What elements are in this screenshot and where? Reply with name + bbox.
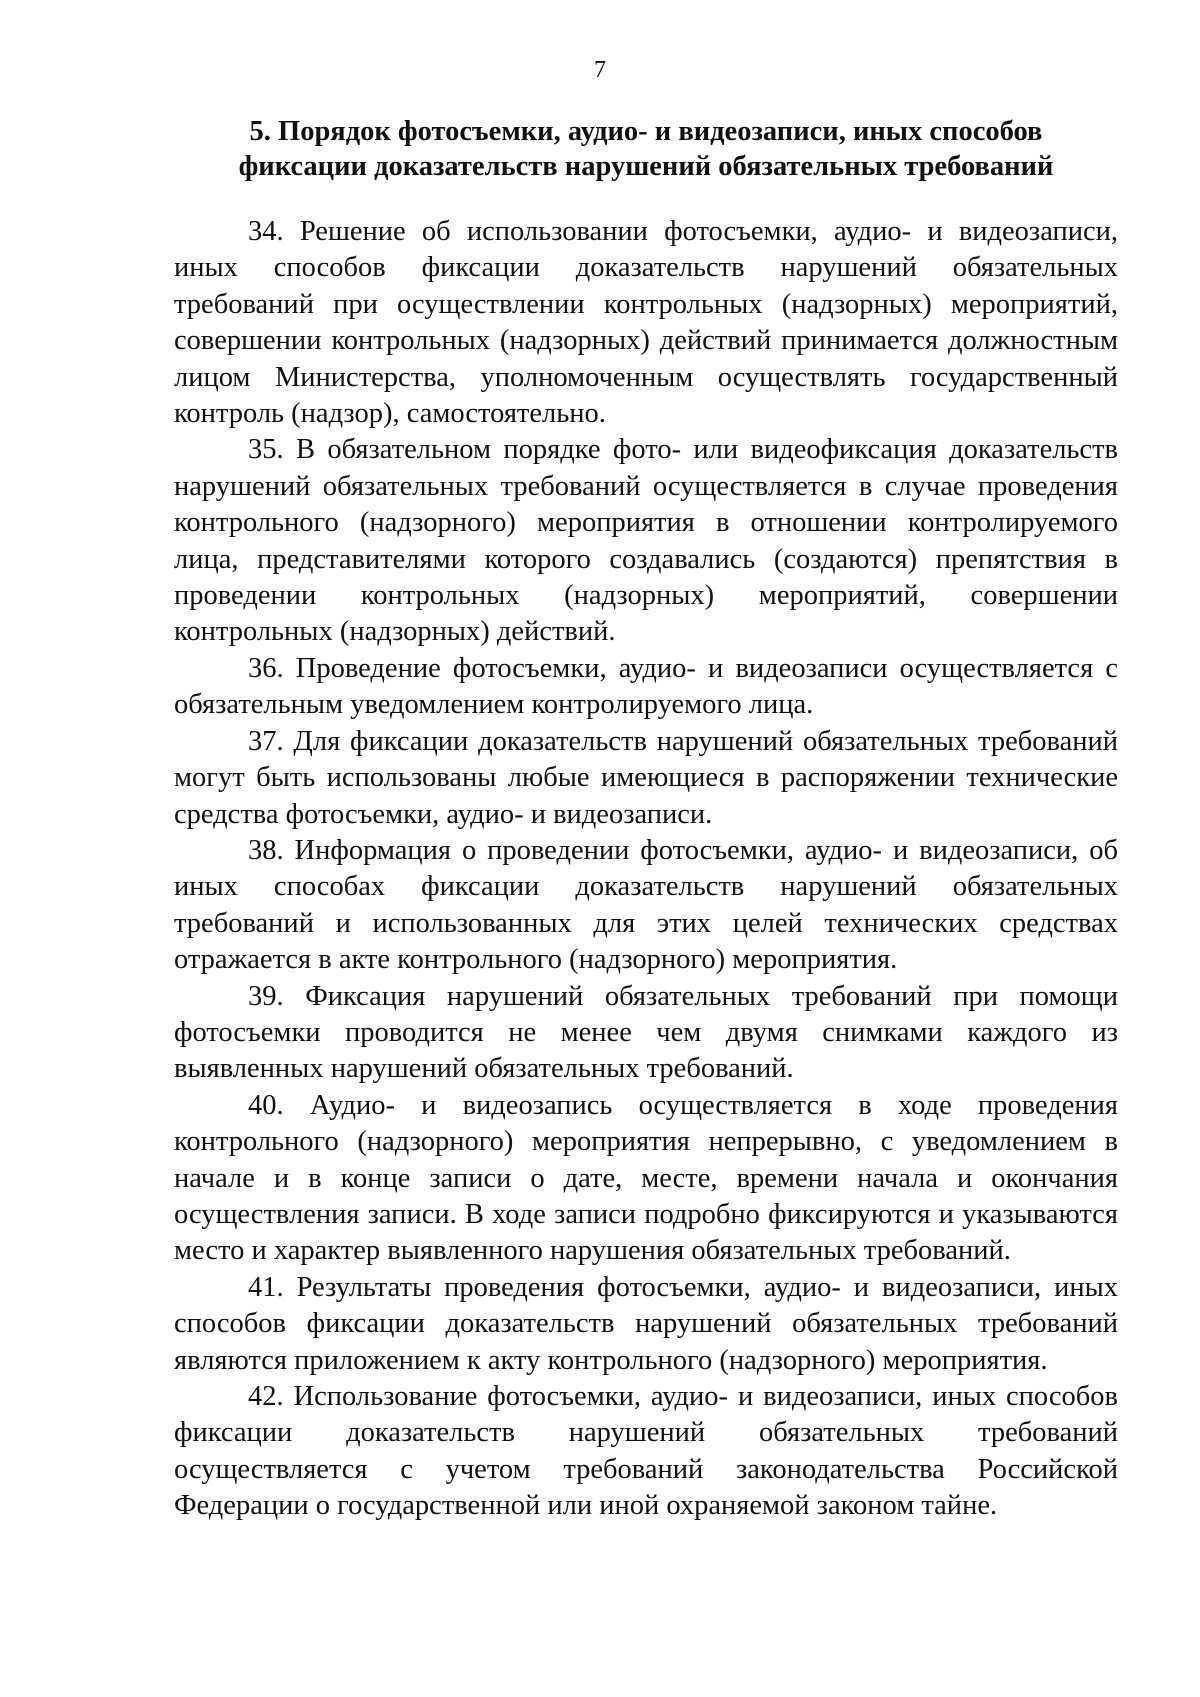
paragraph-38: 38. Информация о проведении фотосъемки, аудио- и видеозаписи, об иных способах фиксации доказательств нарушений обязательных требований и использованных для этих целей технических средствах отражается в акте контрольного (надзорного) мероприятия.	[174, 834, 1118, 976]
paragraph-37: 37. Для фиксации доказательств нарушений обязательных требований могут быть использованы любые имеющиеся в распоряжении технические средства фотосъемки, аудио- и видеозаписи.	[174, 725, 1118, 830]
paragraph-36: 36. Проведение фотосъемки, аудио- и видеозаписи осуществляется с обязательным уведомлением контролируемого лица.	[174, 652, 1118, 721]
section-heading	[174, 114, 1118, 184]
page-number: 7	[594, 57, 606, 83]
document-body	[174, 214, 1118, 1525]
paragraph-34: 34. Решение об использовании фотосъемки, аудио- и видеозаписи, иных способов фиксации доказательств нарушений обязательных требований при осуществлении контрольных (надзорных) мероприятий, совершении контрольных (надзорных) действий принимается должностным лицом Министерства, уполномоченным осуществлять государственный контроль (надзор), самостоятельно.	[174, 216, 1118, 430]
section-heading-line-2: фиксации доказательств нарушений обязательных требований	[238, 151, 1054, 182]
paragraph-40: 40. Аудио- и видеозапись осуществляется в ходе проведения контрольного (надзорного) мероприятия непрерывно, с уведомлением в начале и в конце записи о дате, месте, времени начала и окончания осуществления записи. В ходе записи подробно фиксируются и указываются место и характер выявленного нарушения обязательных требований.	[174, 1089, 1118, 1267]
paragraph-41: 41. Результаты проведения фотосъемки, аудио- и видеозаписи, иных способов фиксации доказательств нарушений обязательных требований являются приложением к акту контрольного (надзорного) мероприятия.	[174, 1271, 1118, 1376]
section-heading-line-1: 5. Порядок фотосъемки, аудио- и видеозаписи, иных способов	[249, 116, 1043, 147]
paragraph-35: 35. В обязательном порядке фото- или видеофиксация доказательств нарушений обязательных требований осуществляется в случае проведения контрольного (надзорного) мероприятия в отношении контролируемого лица, представителями которого создавались (создаются) препятствия в проведении контрольных (надзорных) мероприятий, совершении контрольных (надзорных) действий.	[174, 434, 1118, 648]
paragraph-42: 42. Использование фотосъемки, аудио- и видеозаписи, иных способов фиксации доказательств нарушений обязательных требований осуществляется с учетом требований законодательства Российской Федерации о государственной или иной охраняемой законом тайне.	[174, 1381, 1118, 1522]
paragraph-39: 39. Фиксация нарушений обязательных требований при помощи фотосъемки проводится не менее чем двумя снимками каждого из выявленных нарушений обязательных требований.	[174, 980, 1118, 1085]
